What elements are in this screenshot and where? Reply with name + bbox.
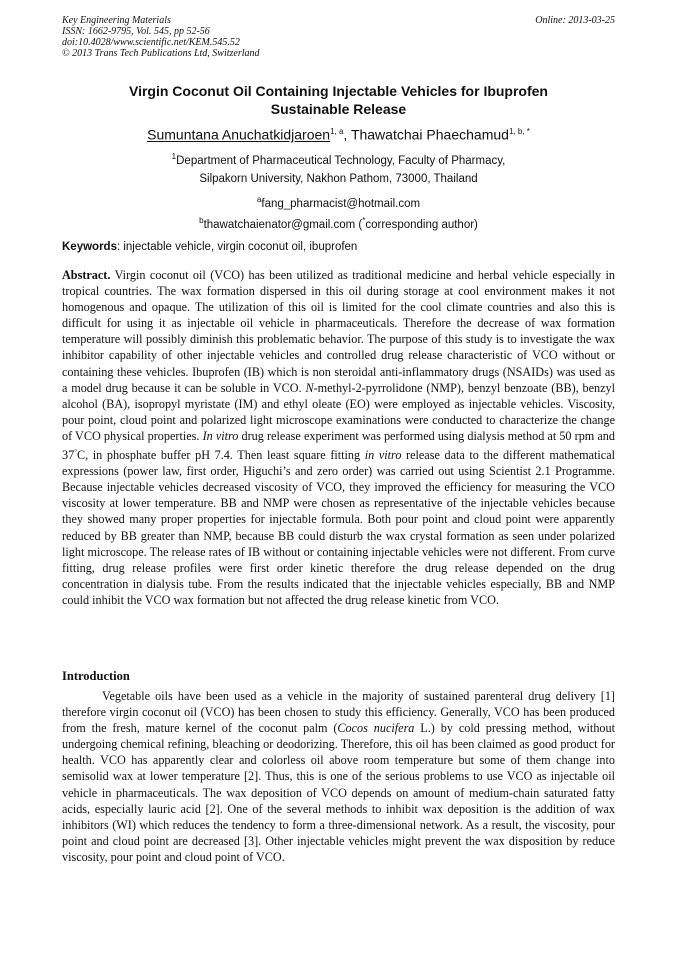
intro-text-1: Vegetable oils have been used as a vehicle in the majority of sustained parenteral drug delivery [1] therefore virgin coconut oil (VCO) has been chosen to study this efficiency. Generally, VCO has been produced from the fresh, mature kernel of the coconut palm ( xyxy=(62,689,615,736)
online-date: Online: 2013-03-25 xyxy=(535,15,615,26)
introduction-heading: Introduction xyxy=(62,669,130,683)
affiliation-line-2 xyxy=(62,172,615,186)
abstract-italic-n: N xyxy=(305,380,314,395)
corresponding-star: * xyxy=(362,216,366,225)
email-b: thawatchaienator@gmail.com ( xyxy=(203,218,363,231)
doi-line: doi:10.4028/www.scientific.net/KEM.545.52 xyxy=(62,37,240,48)
abstract-text-4: C, in phosphate buffer pH 7.4. Then least square fitting xyxy=(77,448,365,463)
journal-name: Key Engineering Materials xyxy=(62,15,171,26)
keywords-label: Keywords xyxy=(62,241,117,253)
keywords-text: : injectable vehicle, virgin coconut oil, ibuprofen xyxy=(116,241,358,253)
intro-text-2: L.) by cold pressing method, without undergoing chemical refining, bleaching or deodorizing. Therefore, this oil has been claimed as good product for health. VCO has apparently clear and colorless oil above room temperature but some of them change into semisolid wax at lower temperature [2]. Thus, this is one of the serious problems to use VCO as injectable oil vehicle in pharmaceuticals. The wax deposition of VCO depends on amount of medium-chain saturated fatty acids, especially lauric acid [2]. One of the several methods to inhibit wax deposition is the addition of wax inhibitors (WI) which reduces the tendency to form a three-dimensional network. As a result, the viscosity, pour point and cloud point are decreased [3]. Other injectable vehicles might prevent the wax disposition by reduce viscosity, pour point and cloud point of VCO. xyxy=(62,721,615,864)
journal-header xyxy=(62,15,615,59)
affiliation-text-1: Department of Pharmaceutical Technology, Faculty of Pharmacy, xyxy=(176,154,506,167)
author-list xyxy=(62,123,615,144)
affiliation-sup: 1 xyxy=(171,152,177,161)
abstract-in-vitro-2: in vitro xyxy=(364,448,402,463)
author-separator: , xyxy=(343,126,351,143)
email-a-line xyxy=(62,193,615,211)
email-b-line xyxy=(62,214,615,232)
abstract-text-5: release data to the different mathematical expressions (power law, first order, Higuchi’s and zero order) was carried out using Scientist 2.1 Programme. Because injectable vehicles decreased viscosity of VCO, they improved the efficiency for measuring the VCO viscosity at lower temperature. BB and NMP were chosen as representative of the injectable vehicles because they showed many proper properties for injectable formula. Both pour point and cloud point were apparently reduced by BB greater than NMP, because BB could disturb the wax crystal formation as seen under polarized light microscope. The release rates of IB without or containing injectable vehicles were not different. From curve fitting, drug release profiles were first order kinetic therefore the drug release depended on the drug concentration in dialysis tube. From the results indicated that the injectable vehicles especially, BB and NMP could inhibit the VCO wax formation but not affected the drug release kinetic from VCO. xyxy=(62,448,616,607)
affiliation-text-2: Silpakorn University, Nakhon Pathom, 73000, Thailand xyxy=(199,173,478,185)
intro-species: Cocos nucifera xyxy=(337,721,415,736)
introduction-paragraph xyxy=(62,688,615,865)
paper-title xyxy=(62,82,615,118)
affiliation-line-1 xyxy=(62,150,615,168)
issn-line: ISSN: 1662-9795, Vol. 545, pp 52-56 xyxy=(62,26,210,37)
author-1-affil: 1, a xyxy=(330,127,344,136)
abstract-text-1: Virgin coconut oil (VCO) has been utilized as traditional medicine and herbal vehicle especially in tropical countries. The wax formation dispersed in this oil during storage at cool environment makes it not homogenous and opaque. The utilization of this oil is limited for the cool climate countries and also this is difficult for using it as injectable oil vehicle in pharmaceuticals. Therefore the decrease of wax formation temperature will possibly diminish this problematic behavior. The purpose of this study is to investigate the wax inhibitor capability of other injectable vehicles and controlled drug release characteristic of VCO without or containing these vehicles. Ibuprofen (IB) which is non steroidal anti-inflammatory drugs (NSAIDs) was used as a model drug because it can be soluble in VCO. xyxy=(62,268,615,395)
abstract-in-vitro-1: In vitro xyxy=(202,428,239,443)
author-2-affil: 1, b, * xyxy=(508,127,530,136)
abstract xyxy=(62,267,615,608)
abstract-text-2: -methyl-2-pyrrolidone (NMP), benzyl benzoate (BB), benzyl alcohol (BA), isopropyl myristate (IM) and ethyl oleate (EO) were employed as injectable vehicles. Viscosity, pour point, cloud point and polarized light microscope examinations were conducted to characterize the change of VCO physical properties. xyxy=(62,380,615,443)
author-1: Sumuntana Anuchatkidjaroen xyxy=(147,126,331,143)
author-2: Thawatchai Phaechamud xyxy=(350,126,509,143)
copyright-line: © 2013 Trans Tech Publications Ltd, Switzerland xyxy=(62,48,260,59)
degree-symbol: ° xyxy=(74,448,77,457)
abstract-text-3: drug release experiment was performed using dialysis method at 50 rpm and 37 xyxy=(62,428,615,463)
title-line-2: Sustainable Release xyxy=(270,101,407,117)
email-b-sup: b xyxy=(199,216,204,225)
keywords xyxy=(62,240,615,254)
email-a-sup: a xyxy=(256,195,262,204)
title-line-1: Virgin Coconut Oil Containing Injectable Vehicles for Ibuprofen xyxy=(128,83,548,99)
email-a: fang_pharmacist@hotmail.com xyxy=(261,197,421,210)
abstract-label: Abstract. xyxy=(62,268,111,282)
corresponding-note: corresponding author) xyxy=(365,218,478,231)
